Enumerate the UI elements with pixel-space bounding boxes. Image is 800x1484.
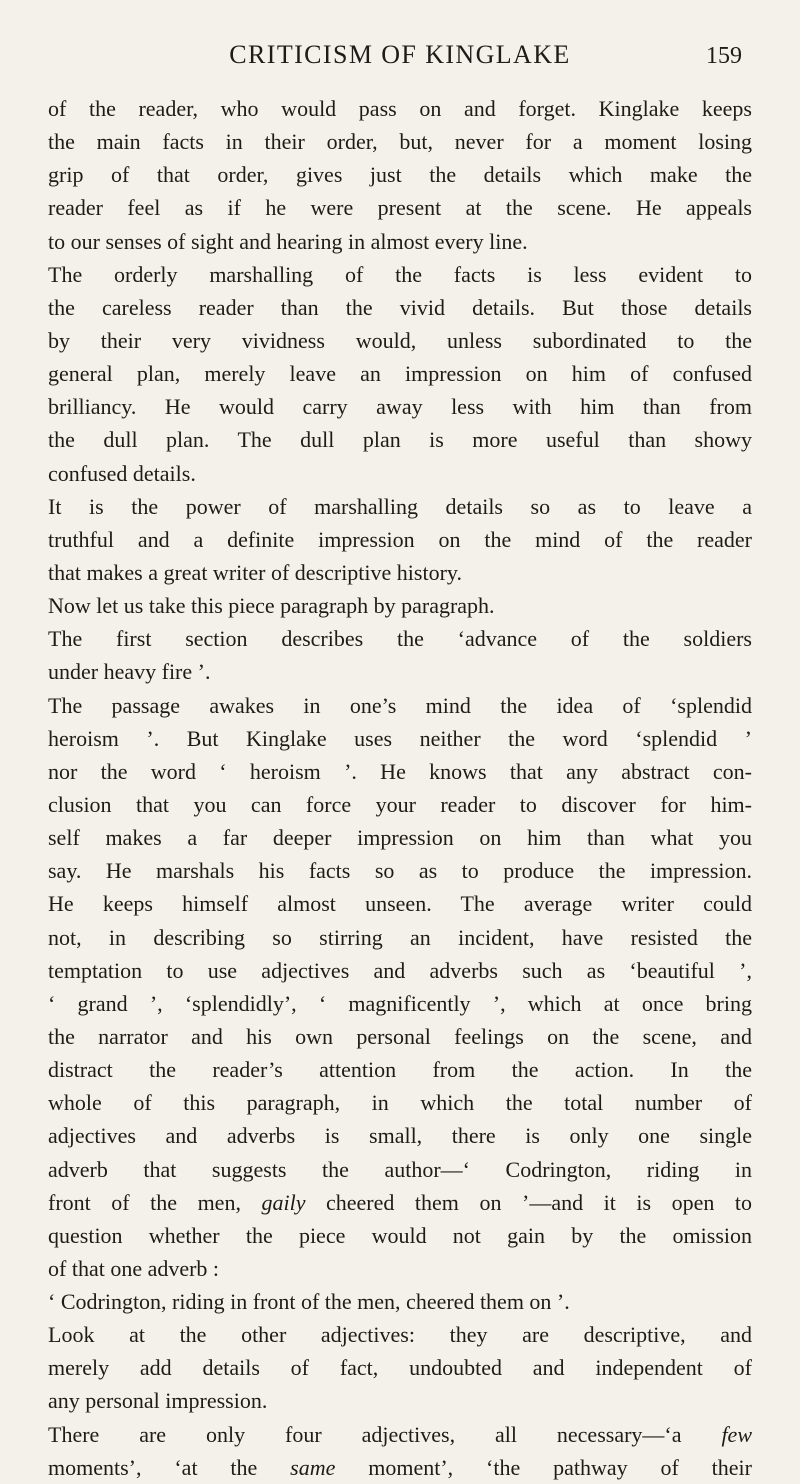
text-line (48, 324, 752, 357)
line-text: general plan, merely leave an impression on him of confused (48, 361, 752, 387)
text-line (48, 291, 752, 324)
line-text: whole of this paragraph, in which the total number of (48, 1090, 752, 1116)
text-line (48, 556, 752, 589)
line-text: reader feel as if he were present at the scene. He appeals (48, 195, 752, 221)
text-line (48, 258, 752, 291)
text-line (48, 1153, 752, 1186)
line-text: that makes a great writer of descriptive history. (48, 559, 462, 585)
text-line (48, 589, 752, 622)
text-line (48, 722, 752, 755)
line-text: The orderly marshalling of the facts is less evident to (48, 261, 752, 287)
line-text: Look at the other adjectives: they are descriptive, and (48, 1322, 752, 1348)
text-line (48, 1285, 752, 1318)
text-line (48, 92, 752, 125)
line-text: of that one adverb : (48, 1255, 220, 1281)
text-line (48, 1418, 752, 1451)
text-line (48, 1451, 752, 1484)
text-line (48, 655, 752, 688)
line-text: distract the reader’s attention from the action. In the (48, 1057, 752, 1083)
line-text: of the reader, who would pass on and forget. Kinglake keeps (48, 96, 752, 121)
text-line (48, 1020, 752, 1053)
body-text (48, 92, 752, 1484)
text-line (48, 357, 752, 390)
line-text: nor the word ‘ heroism ’. He knows that any abstract con- (48, 758, 752, 784)
text-line (48, 390, 752, 423)
line-text: moments’, ‘at the (48, 1454, 291, 1480)
text-line (48, 490, 752, 523)
running-head: CRITICISM OF KINGLAKE (229, 40, 571, 69)
line-text: ‘ Codrington, riding in front of the men, cheered them on ’. (48, 1289, 570, 1315)
text-line (48, 125, 752, 158)
line-text: temptation to use adjectives and adverbs such as ‘beautiful ’, (48, 957, 752, 983)
text-line (48, 1318, 752, 1351)
text-line (48, 1119, 752, 1152)
line-text: confused details. (48, 460, 196, 486)
line-text: the narrator and his own personal feelings on the scene, and (48, 1023, 752, 1049)
line-text: adjectives and adverbs is small, there is only one single (48, 1123, 752, 1149)
line-text: the careless reader than the vivid details. But those details (48, 294, 752, 320)
line-text: adverb that suggests the author—‘ Codrington, riding in (48, 1156, 752, 1182)
text-line (48, 423, 752, 456)
line-text: cheered them on ’—and it is open to (305, 1189, 752, 1215)
line-text: brilliancy. He would carry away less with him than from (48, 394, 752, 420)
text-line (48, 821, 752, 854)
line-text: front of the men, (48, 1189, 262, 1215)
line-text: question whether the piece would not gain by the omission (48, 1222, 752, 1248)
line-text: The first section describes the ‘advance of the soldiers (48, 626, 752, 652)
line-text: under heavy fire ’. (48, 659, 211, 685)
text-line (48, 954, 752, 987)
line-text: the dull plan. The dull plan is more useful than showy (48, 427, 752, 453)
text-line (48, 921, 752, 954)
line-text: self makes a far deeper impression on him than what you (48, 825, 752, 851)
italic-word: same (290, 1454, 336, 1480)
line-text: clusion that you can force your reader to discover for him- (48, 791, 752, 817)
line-text: to our senses of sight and hearing in almost every line. (48, 228, 528, 254)
line-text: ‘ grand ’, ‘splendidly’, ‘ magnificently ’, which at once bring (48, 990, 752, 1016)
text-line (48, 755, 752, 788)
text-line (48, 987, 752, 1020)
line-text: Now let us take this piece paragraph by paragraph. (48, 593, 495, 619)
text-line (48, 1186, 752, 1219)
line-text: the main facts in their order, but, never for a moment losing (48, 129, 752, 155)
line-text: grip of that order, gives just the details which make the (48, 162, 752, 188)
text-line (48, 191, 752, 224)
text-line (48, 1219, 752, 1252)
text-line (48, 1351, 752, 1384)
text-line (48, 1086, 752, 1119)
italic-word: gaily (261, 1189, 306, 1215)
line-text: by their very vividness would, unless subordinated to the (48, 327, 752, 353)
line-text: It is the power of marshalling details so as to leave a (48, 493, 752, 519)
text-line (48, 788, 752, 821)
text-line (48, 854, 752, 887)
text-line (48, 689, 752, 722)
page-number: 159 (706, 43, 742, 69)
text-line (48, 887, 752, 920)
line-text: heroism ’. But Kinglake uses neither the word ‘splendid ’ (48, 725, 752, 751)
text-line (48, 1384, 752, 1417)
line-text: moment’, ‘the pathway of their (335, 1454, 752, 1480)
line-text: He keeps himself almost unseen. The average writer could (48, 891, 752, 917)
line-text: The passage awakes in one’s mind the idea of ‘splendid (48, 692, 752, 718)
page-header (0, 40, 800, 80)
line-text: say. He marshals his facts so as to produce the impression. (48, 858, 752, 884)
line-text: truthful and a definite impression on the mind of the reader (48, 526, 752, 552)
line-text: not, in describing so stirring an incident, have resisted the (48, 924, 752, 950)
text-line (48, 1053, 752, 1086)
text-line (48, 457, 752, 490)
line-text: any personal impression. (48, 1388, 268, 1414)
text-line (48, 523, 752, 556)
line-text: There are only four adjectives, all necessary—‘a few (48, 1421, 752, 1447)
text-line (48, 622, 752, 655)
text-line (48, 1252, 752, 1285)
text-line (48, 225, 752, 258)
text-line (48, 158, 752, 191)
line-text: merely add details of fact, undoubted and independent of (48, 1355, 752, 1381)
